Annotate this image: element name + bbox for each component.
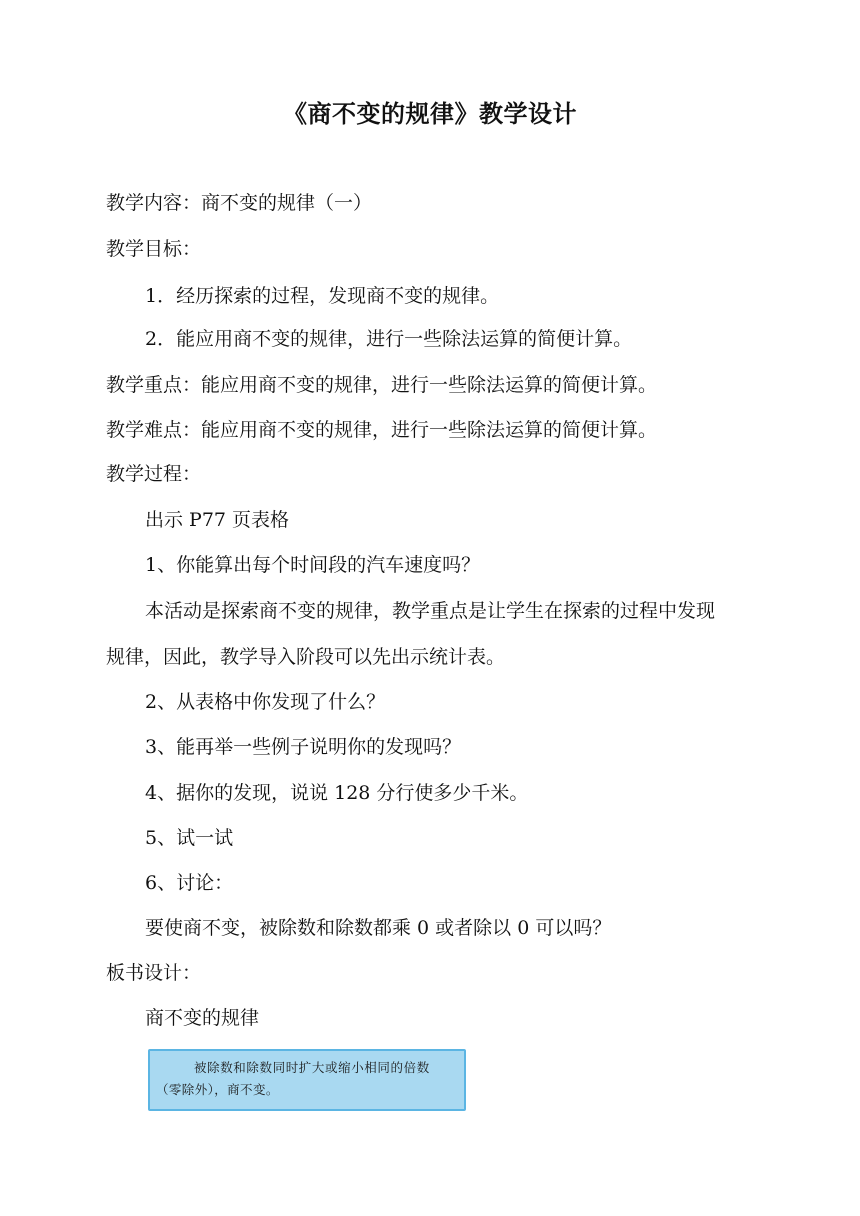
board-heading: 商不变的规律 (145, 1007, 260, 1029)
process-question-1: 1、你能算出每个时间段的汽车速度吗？ (145, 554, 481, 576)
goals-label: 教学目标： (106, 238, 202, 260)
goal-item-2: 2．能应用商不变的规律，进行一些除法运算的简便计算。 (145, 328, 633, 350)
board-rule-line-2: （零除外），商不变。 (156, 1082, 279, 1097)
difficulty-text: 能应用商不变的规律，进行一些除法运算的简便计算。 (201, 419, 658, 441)
goal-item-1: 1．经历探索的过程，发现商不变的规律。 (145, 285, 500, 307)
process-question-6: 6、讨论： (145, 872, 234, 894)
document-title: 《商不变的规律》教学设计 (283, 100, 577, 128)
difficulty-line (106, 416, 657, 444)
process-paragraph-line-2: 规律，因此，教学导入阶段可以先出示统计表。 (106, 646, 506, 668)
key-point-text: 能应用商不变的规律，进行一些除法运算的简便计算。 (201, 374, 658, 396)
process-question-2: 2、从表格中你发现了什么？ (145, 691, 386, 713)
process-question-5: 5、试一试 (145, 827, 234, 849)
content-line (106, 189, 372, 217)
board-label: 板书设计： (106, 962, 202, 984)
content-text: 商不变的规律（一） (201, 192, 373, 214)
board-rule-box (148, 1049, 466, 1111)
content-label: 教学内容： (106, 192, 202, 214)
key-point-line (106, 371, 657, 399)
process-question-3: 3、能再举一些例子说明你的发现吗？ (145, 736, 462, 758)
key-point-label: 教学重点： (106, 374, 202, 396)
process-discussion: 要使商不变，被除数和除数都乘 0 或者除以 0 可以吗？ (145, 917, 612, 939)
process-question-4: 4、据你的发现，说说 128 分行使多少千米。 (145, 782, 529, 804)
difficulty-label: 教学难点： (106, 419, 202, 441)
process-intro: 出示 P77 页表格 (145, 509, 290, 531)
board-rule-line-1: 被除数和除数同时扩大或缩小相同的倍数 (194, 1060, 430, 1075)
process-label: 教学过程： (106, 463, 202, 485)
process-paragraph-line-1: 本活动是探索商不变的规律，教学重点是让学生在探索的过程中发现 (145, 600, 716, 622)
